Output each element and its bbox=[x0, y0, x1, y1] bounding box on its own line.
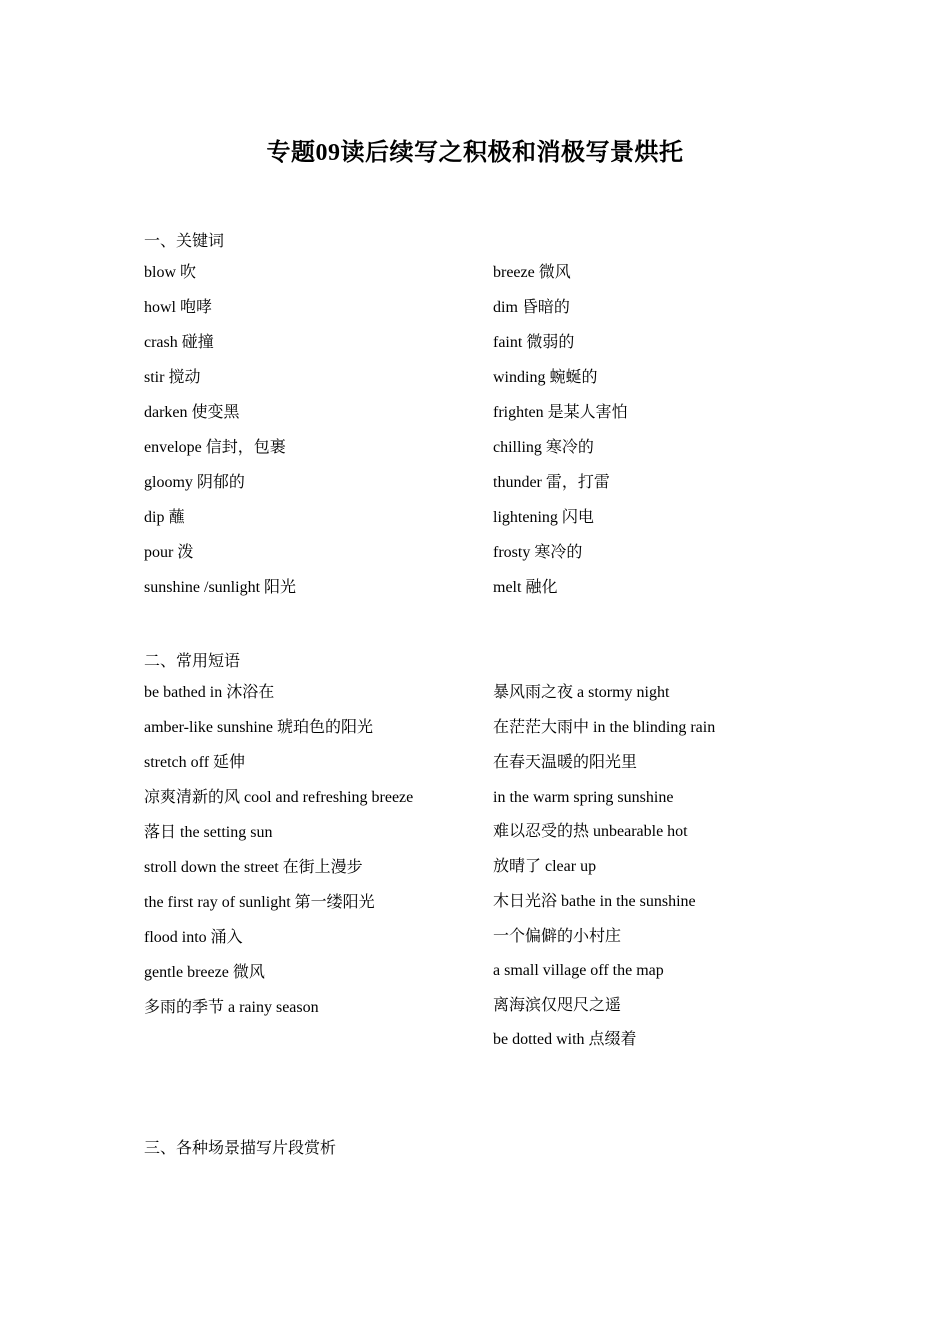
list-item: 在春天温暖的阳光里 bbox=[493, 754, 638, 771]
list-item: frosty 寒冷的 bbox=[493, 544, 583, 561]
list-item: be dotted with 点缀着 bbox=[493, 1031, 637, 1048]
list-item: winding 蜿蜒的 bbox=[493, 369, 598, 386]
list-item: darken 使变黑 bbox=[144, 404, 240, 421]
list-item: breeze 微风 bbox=[493, 264, 571, 281]
list-item: thunder 雷，打雷 bbox=[493, 474, 610, 491]
section-heading-scene-analysis: 三、各种场景描写片段赏析 bbox=[144, 1140, 337, 1157]
list-item: 放晴了 clear up bbox=[493, 858, 597, 875]
list-item: frighten 是某人害怕 bbox=[493, 404, 628, 421]
list-item: stroll down the street 在街上漫步 bbox=[144, 859, 363, 876]
list-item: 难以忍受的热 unbearable hot bbox=[493, 823, 688, 840]
list-item: gentle breeze 微风 bbox=[144, 964, 265, 981]
list-item: the first ray of sunlight 第一缕阳光 bbox=[144, 894, 375, 911]
keywords-left-column bbox=[144, 262, 296, 612]
list-item: gloomy 阴郁的 bbox=[144, 474, 245, 491]
list-item: dip 蘸 bbox=[144, 509, 185, 526]
list-item: envelope 信封，包裹 bbox=[144, 439, 286, 456]
list-item: lightening 闪电 bbox=[493, 509, 594, 526]
list-item: 暴风雨之夜 a stormy night bbox=[493, 684, 670, 701]
list-item: 多雨的季节 a rainy season bbox=[144, 999, 319, 1016]
list-item: be bathed in 沐浴在 bbox=[144, 684, 275, 701]
phrases-right-column bbox=[493, 682, 715, 1064]
list-item: flood into 涌入 bbox=[144, 929, 243, 946]
list-item: sunshine /sunlight 阳光 bbox=[144, 579, 297, 596]
section-heading-phrases: 二、常用短语 bbox=[144, 653, 241, 670]
list-item: 一个偏僻的小村庄 bbox=[493, 928, 622, 945]
phrases-left-column bbox=[144, 682, 413, 1032]
list-item: amber-like sunshine 琥珀色的阳光 bbox=[144, 719, 373, 736]
list-item: 凉爽清新的风 cool and refreshing breeze bbox=[144, 789, 414, 806]
list-item: pour 泼 bbox=[144, 544, 194, 561]
list-item: 落日 the setting sun bbox=[144, 824, 273, 841]
list-item: stretch off 延伸 bbox=[144, 754, 246, 771]
list-item: dim 昏暗的 bbox=[493, 299, 570, 316]
list-item: in the warm spring sunshine bbox=[493, 789, 674, 806]
list-item: howl 咆哮 bbox=[144, 299, 213, 316]
list-item: crash 碰撞 bbox=[144, 334, 214, 351]
list-item: chilling 寒冷的 bbox=[493, 439, 594, 456]
keywords-right-column bbox=[493, 262, 628, 612]
list-item: blow 吹 bbox=[144, 264, 197, 281]
list-item: faint 微弱的 bbox=[493, 334, 575, 351]
list-item: stir 搅动 bbox=[144, 369, 201, 386]
section-heading-keywords: 一、关键词 bbox=[144, 233, 225, 250]
list-item: melt 融化 bbox=[493, 579, 558, 596]
list-item: a small village off the map bbox=[493, 962, 664, 979]
page-title: 专题09读后续写之积极和消极写景烘托 bbox=[266, 140, 684, 166]
list-item: 离海滨仅咫尺之遥 bbox=[493, 997, 622, 1014]
list-item: 木日光浴 bathe in the sunshine bbox=[493, 893, 696, 910]
list-item: 在茫茫大雨中 in the blinding rain bbox=[493, 719, 716, 736]
